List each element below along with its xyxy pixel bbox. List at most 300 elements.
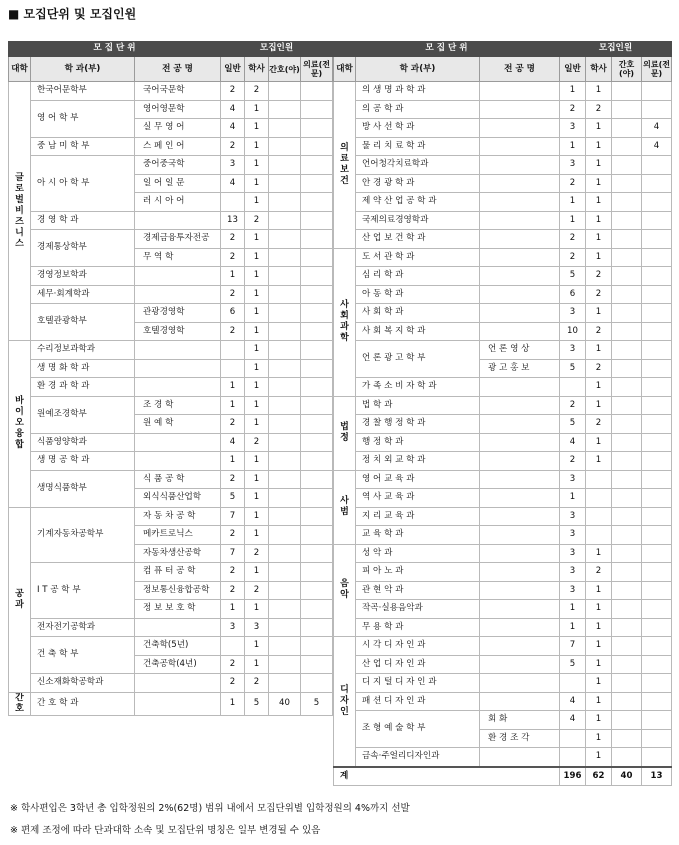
bachelor-count: 1: [245, 341, 269, 360]
major-cell: [135, 452, 221, 471]
department-cell: 중 남 미 학 부: [31, 137, 135, 156]
general-count: 1: [221, 452, 245, 471]
total-bachelor: 62: [586, 767, 612, 786]
bachelor-count: [586, 489, 612, 508]
general-count: 4: [221, 119, 245, 138]
medical-count: [301, 470, 333, 489]
general-count: [221, 359, 245, 378]
nursing-count: [269, 544, 301, 563]
bachelor-count: 1: [245, 156, 269, 175]
nursing-count: [269, 100, 301, 119]
major-cell: 컴 퓨 터 공 학: [135, 563, 221, 582]
nursing-count: [612, 322, 642, 341]
nursing-count: [612, 711, 642, 730]
department-cell: 금속·주얼리디자인과: [356, 748, 480, 767]
major-cell: 자동차생산공학: [135, 544, 221, 563]
general-count: 5: [560, 359, 586, 378]
header-major: 전 공 명: [480, 57, 560, 82]
major-cell: [135, 692, 221, 715]
department-cell: 법 학 과: [356, 396, 480, 415]
bachelor-count: 1: [586, 637, 612, 656]
medical-count: [301, 433, 333, 452]
major-cell: [480, 415, 560, 434]
medical-count: [642, 711, 672, 730]
table-row: [334, 322, 672, 341]
general-count: 5: [560, 267, 586, 286]
medical-count: [301, 193, 333, 212]
table-row: [9, 674, 333, 693]
medical-count: [301, 415, 333, 434]
general-count: 2: [221, 285, 245, 304]
college-name: 사범: [340, 496, 349, 517]
medical-count: 4: [642, 119, 672, 138]
college-name: 글로벌비즈니스: [15, 172, 24, 249]
header-college: 대학: [334, 57, 356, 82]
bachelor-count: 1: [245, 637, 269, 656]
college-cell: [334, 396, 356, 470]
bachelor-count: 1: [586, 433, 612, 452]
table-row: [334, 174, 672, 193]
medical-count: [301, 137, 333, 156]
major-cell: [480, 452, 560, 471]
nursing-count: [612, 507, 642, 526]
bachelor-count: 1: [586, 396, 612, 415]
department-cell: 언어청각치료학과: [356, 156, 480, 175]
medical-count: [301, 581, 333, 600]
major-cell: 무 역 학: [135, 248, 221, 267]
general-count: [560, 378, 586, 397]
footnote-restructure: ※ 편제 조정에 따라 단과대학 소속 및 모집단위 명칭은 일부 변경될 수 있음: [10, 825, 321, 836]
major-cell: [480, 285, 560, 304]
college-cell: [334, 82, 356, 249]
major-cell: [480, 193, 560, 212]
nursing-count: [612, 692, 642, 711]
general-count: 3: [560, 470, 586, 489]
table-row: [9, 82, 333, 101]
general-count: 1: [560, 193, 586, 212]
general-count: 2: [221, 563, 245, 582]
bachelor-count: 2: [245, 581, 269, 600]
nursing-count: [612, 248, 642, 267]
major-cell: 실 무 영 어: [135, 119, 221, 138]
nursing-count: [269, 193, 301, 212]
department-cell: 생 명 공 학 과: [31, 452, 135, 471]
major-cell: [480, 230, 560, 249]
header-bachelor: 학사: [245, 57, 269, 82]
bachelor-count: 1: [245, 526, 269, 545]
medical-count: [642, 359, 672, 378]
table-row: [9, 637, 333, 656]
general-count: 7: [221, 544, 245, 563]
bachelor-count: 1: [245, 285, 269, 304]
general-count: 3: [560, 581, 586, 600]
total-general: 196: [560, 767, 586, 786]
medical-count: [301, 248, 333, 267]
general-count: 2: [221, 581, 245, 600]
major-cell: 관광경영학: [135, 304, 221, 323]
college-cell: [334, 637, 356, 767]
header-general: 일반: [221, 57, 245, 82]
medical-count: [301, 396, 333, 415]
major-cell: 건축공학(4년): [135, 655, 221, 674]
nursing-count: [269, 655, 301, 674]
department-cell: 관 현 악 과: [356, 581, 480, 600]
general-count: 1: [221, 267, 245, 286]
general-count: 3: [560, 526, 586, 545]
nursing-count: [612, 729, 642, 748]
table-row: [9, 433, 333, 452]
general-count: 3: [221, 618, 245, 637]
bachelor-count: 1: [586, 618, 612, 637]
bachelor-count: 1: [586, 581, 612, 600]
table-row: [334, 156, 672, 175]
medical-count: [642, 396, 672, 415]
major-cell: 호텔경영학: [135, 322, 221, 341]
major-cell: 일 어 일 문: [135, 174, 221, 193]
nursing-count: [269, 637, 301, 656]
medical-count: [301, 156, 333, 175]
bachelor-count: 3: [245, 618, 269, 637]
general-count: 2: [221, 82, 245, 101]
nursing-count: [612, 415, 642, 434]
nursing-count: [269, 526, 301, 545]
nursing-count: [612, 470, 642, 489]
general-count: 3: [560, 304, 586, 323]
department-cell: 산 업 보 건 학 과: [356, 230, 480, 249]
major-cell: [135, 211, 221, 230]
table-row: [334, 470, 672, 489]
college-name: 공과: [15, 588, 24, 610]
nursing-count: [612, 137, 642, 156]
bachelor-count: 1: [586, 211, 612, 230]
major-cell: 영어영문학: [135, 100, 221, 119]
department-cell: 안 경 광 학 과: [356, 174, 480, 193]
nursing-count: [612, 433, 642, 452]
table-row: [334, 211, 672, 230]
general-count: [560, 674, 586, 693]
medical-count: [642, 507, 672, 526]
nursing-count: [269, 137, 301, 156]
department-cell: 가 족 소 비 자 학 과: [356, 378, 480, 397]
general-count: 7: [221, 507, 245, 526]
medical-count: [301, 378, 333, 397]
table-row: [334, 396, 672, 415]
header-recruit-unit: 모 집 단 위: [334, 42, 560, 57]
bachelor-count: 1: [245, 137, 269, 156]
bachelor-count: 1: [586, 137, 612, 156]
table-row: [9, 156, 333, 175]
nursing-count: [612, 304, 642, 323]
table-row: [334, 544, 672, 563]
department-cell: 기계자동차공학부: [31, 507, 135, 563]
department-cell: 신소재화학공학과: [31, 674, 135, 693]
major-cell: [480, 600, 560, 619]
college-name: 의료보건: [340, 142, 349, 186]
department-cell: 영 어 학 부: [31, 100, 135, 137]
nursing-count: [269, 359, 301, 378]
major-cell: [480, 304, 560, 323]
major-cell: [480, 507, 560, 526]
department-cell: 전자전기공학과: [31, 618, 135, 637]
major-cell: [480, 248, 560, 267]
nursing-count: [269, 248, 301, 267]
general-count: 3: [560, 341, 586, 360]
major-cell: 환 경 조 각: [480, 729, 560, 748]
department-cell: 경 영 학 과: [31, 211, 135, 230]
general-count: 1: [221, 692, 245, 715]
nursing-count: [612, 526, 642, 545]
medical-count: [301, 452, 333, 471]
table-row: [334, 581, 672, 600]
medical-count: [642, 470, 672, 489]
total-medical: 13: [642, 767, 672, 786]
header-dept: 학 과(부): [356, 57, 480, 82]
major-cell: 광 고 홍 보: [480, 359, 560, 378]
bachelor-count: 1: [586, 711, 612, 730]
medical-count: [301, 285, 333, 304]
medical-count: [642, 674, 672, 693]
general-count: 2: [560, 396, 586, 415]
nursing-count: [269, 452, 301, 471]
medical-count: [301, 489, 333, 508]
nursing-count: [612, 211, 642, 230]
department-cell: 조 형 예 술 학 부: [356, 711, 480, 748]
table-row: [9, 470, 333, 489]
college-cell: [9, 692, 31, 715]
major-cell: 정 보 보 호 학: [135, 600, 221, 619]
general-count: 5: [560, 655, 586, 674]
department-cell: 생명식품학부: [31, 470, 135, 507]
department-cell: 간 호 학 과: [31, 692, 135, 715]
college-cell: [9, 341, 31, 508]
general-count: 6: [221, 304, 245, 323]
bachelor-count: 2: [245, 674, 269, 693]
general-count: 4: [560, 433, 586, 452]
general-count: 7: [560, 637, 586, 656]
major-cell: [480, 433, 560, 452]
bachelor-count: 1: [586, 729, 612, 748]
medical-count: [642, 655, 672, 674]
bachelor-count: 1: [586, 193, 612, 212]
bachelor-count: 1: [586, 674, 612, 693]
table-row: [334, 711, 672, 730]
major-cell: [480, 174, 560, 193]
major-cell: [135, 359, 221, 378]
nursing-count: [612, 82, 642, 101]
general-count: 2: [560, 230, 586, 249]
total-label: 계: [334, 767, 560, 786]
medical-count: [642, 211, 672, 230]
general-count: 2: [221, 655, 245, 674]
medical-count: [301, 507, 333, 526]
general-count: 2: [560, 174, 586, 193]
department-cell: 의 생 명 과 학 과: [356, 82, 480, 101]
recruitment-table-left: [8, 41, 333, 716]
department-cell: 도 서 관 학 과: [356, 248, 480, 267]
major-cell: 중어중국학: [135, 156, 221, 175]
general-count: 10: [560, 322, 586, 341]
department-cell: 역 사 교 육 과: [356, 489, 480, 508]
medical-count: [301, 341, 333, 360]
general-count: 1: [560, 82, 586, 101]
department-cell: 피 아 노 과: [356, 563, 480, 582]
nursing-count: [612, 267, 642, 286]
nursing-count: [269, 322, 301, 341]
medical-count: [642, 174, 672, 193]
medical-count: [642, 304, 672, 323]
medical-count: [642, 581, 672, 600]
major-cell: [480, 100, 560, 119]
medical-count: [301, 637, 333, 656]
bachelor-count: 1: [586, 156, 612, 175]
major-cell: [480, 618, 560, 637]
general-count: 2: [221, 248, 245, 267]
nursing-count: [612, 655, 642, 674]
major-cell: 언 론 영 상: [480, 341, 560, 360]
department-cell: 언 론 광 고 학 부: [356, 341, 480, 378]
medical-count: [642, 230, 672, 249]
bachelor-count: 1: [245, 470, 269, 489]
medical-count: [301, 304, 333, 323]
major-cell: [135, 433, 221, 452]
bachelor-count: 2: [586, 100, 612, 119]
bachelor-count: 1: [245, 304, 269, 323]
bachelor-count: 1: [586, 378, 612, 397]
major-cell: [480, 692, 560, 711]
header-quota: 모집인원: [560, 42, 672, 57]
department-cell: 사 회 학 과: [356, 304, 480, 323]
general-count: 2: [221, 322, 245, 341]
header-nursing: 간호(야): [612, 57, 642, 82]
header-college: 대학: [9, 57, 31, 82]
table-row: [9, 692, 333, 715]
table-row: [334, 267, 672, 286]
table-row: [334, 563, 672, 582]
major-cell: 러 시 아 어: [135, 193, 221, 212]
general-count: [560, 748, 586, 767]
bachelor-count: 1: [586, 452, 612, 471]
general-count: 1: [221, 378, 245, 397]
medical-count: [642, 415, 672, 434]
general-count: [221, 341, 245, 360]
bachelor-count: 5: [245, 692, 269, 715]
table-row: [334, 655, 672, 674]
general-count: 1: [560, 600, 586, 619]
bachelor-count: 1: [245, 452, 269, 471]
bachelor-count: 1: [586, 230, 612, 249]
table-row: [9, 359, 333, 378]
major-cell: [480, 563, 560, 582]
major-cell: [480, 396, 560, 415]
table-row: [334, 507, 672, 526]
department-cell: 제 약 산 업 공 학 과: [356, 193, 480, 212]
department-cell: 교 육 학 과: [356, 526, 480, 545]
medical-count: [642, 267, 672, 286]
nursing-count: [269, 267, 301, 286]
medical-count: [301, 211, 333, 230]
nursing-count: [612, 489, 642, 508]
medical-count: [301, 655, 333, 674]
medical-count: [642, 285, 672, 304]
major-cell: 정보통신융합공학: [135, 581, 221, 600]
college-cell: [9, 82, 31, 341]
medical-count: 5: [301, 692, 333, 715]
medical-count: [642, 100, 672, 119]
table-row: [334, 82, 672, 101]
general-count: 3: [560, 156, 586, 175]
nursing-count: [269, 82, 301, 101]
header-medical: 의료(전문): [301, 57, 333, 82]
department-cell: 건 축 학 부: [31, 637, 135, 674]
department-cell: 디 지 털 디 자 인 과: [356, 674, 480, 693]
general-count: 3: [560, 119, 586, 138]
college-cell: [334, 470, 356, 544]
medical-count: [301, 674, 333, 693]
nursing-count: [269, 489, 301, 508]
table-row: [334, 692, 672, 711]
bachelor-count: 1: [586, 655, 612, 674]
table-row: [334, 100, 672, 119]
general-count: 2: [221, 526, 245, 545]
major-cell: [135, 674, 221, 693]
department-cell: 원예조경학부: [31, 396, 135, 433]
header-quota: 모집인원: [221, 42, 333, 57]
header-medical: 의료(전문): [642, 57, 672, 82]
table-row: [9, 507, 333, 526]
total-row: [334, 767, 672, 786]
bachelor-count: 1: [245, 396, 269, 415]
general-count: 1: [221, 600, 245, 619]
department-cell: 한국어문학부: [31, 82, 135, 101]
medical-count: [642, 193, 672, 212]
general-count: [560, 729, 586, 748]
college-cell: [9, 507, 31, 692]
nursing-count: [269, 581, 301, 600]
document-title: ■ 모집단위 및 모집인원: [8, 7, 137, 21]
nursing-count: [612, 600, 642, 619]
department-cell: 경영정보학과: [31, 267, 135, 286]
bachelor-count: 1: [586, 119, 612, 138]
bachelor-count: 1: [245, 193, 269, 212]
bachelor-count: 1: [245, 415, 269, 434]
major-cell: 조 경 학: [135, 396, 221, 415]
medical-count: [301, 563, 333, 582]
major-cell: [480, 119, 560, 138]
general-count: 5: [560, 415, 586, 434]
bachelor-count: 1: [245, 100, 269, 119]
major-cell: 경제금융투자전공: [135, 230, 221, 249]
general-count: 3: [560, 507, 586, 526]
nursing-count: [269, 119, 301, 138]
table-row: [334, 248, 672, 267]
bachelor-count: 2: [245, 544, 269, 563]
nursing-count: [269, 341, 301, 360]
major-cell: 스 페 인 어: [135, 137, 221, 156]
general-count: 4: [221, 100, 245, 119]
table-row: [334, 618, 672, 637]
bachelor-count: 2: [586, 267, 612, 286]
bachelor-count: 1: [245, 230, 269, 249]
bachelor-count: 1: [586, 248, 612, 267]
department-cell: 국제의료경영학과: [356, 211, 480, 230]
bachelor-count: 1: [586, 174, 612, 193]
header-general: 일반: [560, 57, 586, 82]
medical-count: [301, 526, 333, 545]
college-cell: [334, 248, 356, 396]
department-cell: 작곡·실용음악과: [356, 600, 480, 619]
table-row: [334, 637, 672, 656]
header-nursing: 간호(야): [269, 57, 301, 82]
